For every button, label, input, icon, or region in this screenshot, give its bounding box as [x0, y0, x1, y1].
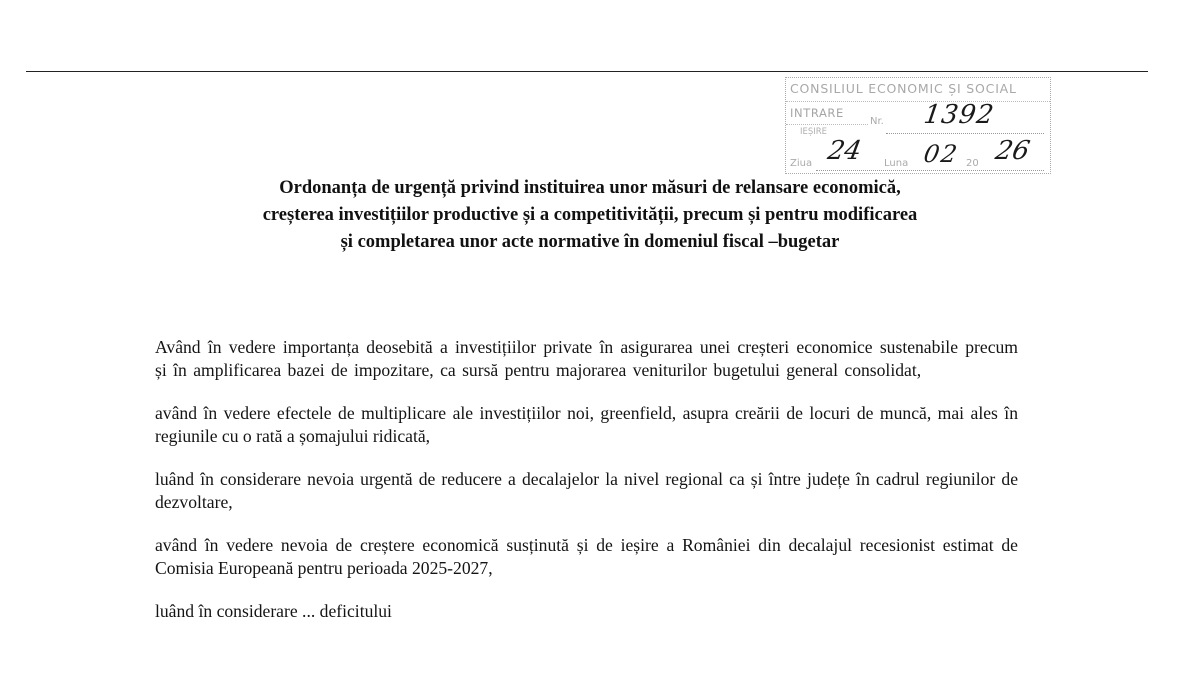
stamp-day-label: Ziua — [790, 158, 813, 169]
paragraph-5-partial: luând în considerare ... deficitului — [155, 601, 392, 621]
stamp-day-value: 24 — [825, 136, 864, 166]
stamp-year-value: 26 — [992, 136, 1033, 166]
paragraph-3: luând în considerare nevoia urgentă de reducere a decalajelor la nivel regional ca și între județe în cadrul regiunilor de dezvoltare, — [155, 469, 1018, 512]
stamp-divider — [786, 124, 868, 125]
stamp-year-prefix: 20 — [966, 158, 979, 169]
paragraph-2: având în vedere efectele de multiplicare ale investițiilor noi, greenfield, asupra creării de locuri de muncă, mai ales în regiunile cu o rată a șomajului ridicată, — [155, 403, 1018, 446]
stamp-entry-label: INTRARE — [790, 106, 844, 120]
stamp-organization: CONSILIUL ECONOMIC ȘI SOCIAL — [790, 81, 1017, 96]
paragraph-1: Având în vedere importanța deosebită a investițiilor private în asigurarea unei creșteri economice sustenabile precum și în amplificarea bazei de impozitare, ca sursă pentru majorarea veniturilor bugetului general consolidat, — [155, 337, 1018, 380]
title-line-2: creșterea investițiilor productive și a competitivității, precum și pentru modificarea — [262, 205, 918, 225]
header-rule — [26, 71, 1148, 72]
document-body — [155, 336, 1018, 623]
stamp-number-line — [886, 133, 1044, 134]
stamp-date-line — [816, 170, 1044, 171]
stamp-month-label: Luna — [884, 158, 909, 169]
registration-stamp — [785, 77, 1051, 174]
title-line-3: și completarea unor acte normative în domeniul fiscal –bugetar — [340, 232, 840, 252]
document-title — [150, 175, 1030, 256]
stamp-month-value: 02 — [921, 140, 962, 168]
title-line-1: Ordonanța de urgență privind instituirea unor măsuri de relansare economică, — [279, 178, 901, 198]
stamp-exit-label: IEȘIRE — [800, 127, 828, 137]
paragraph-4: având în vedere nevoia de creștere economică susținută și de ieșire a României din decalajul recesionist estimat de Comisia Europeană pentru perioada 2025-2027, — [155, 535, 1018, 578]
stamp-number-value: 1392 — [921, 100, 997, 130]
stamp-divider — [786, 101, 1050, 102]
stamp-number-label: Nr. — [870, 116, 884, 127]
